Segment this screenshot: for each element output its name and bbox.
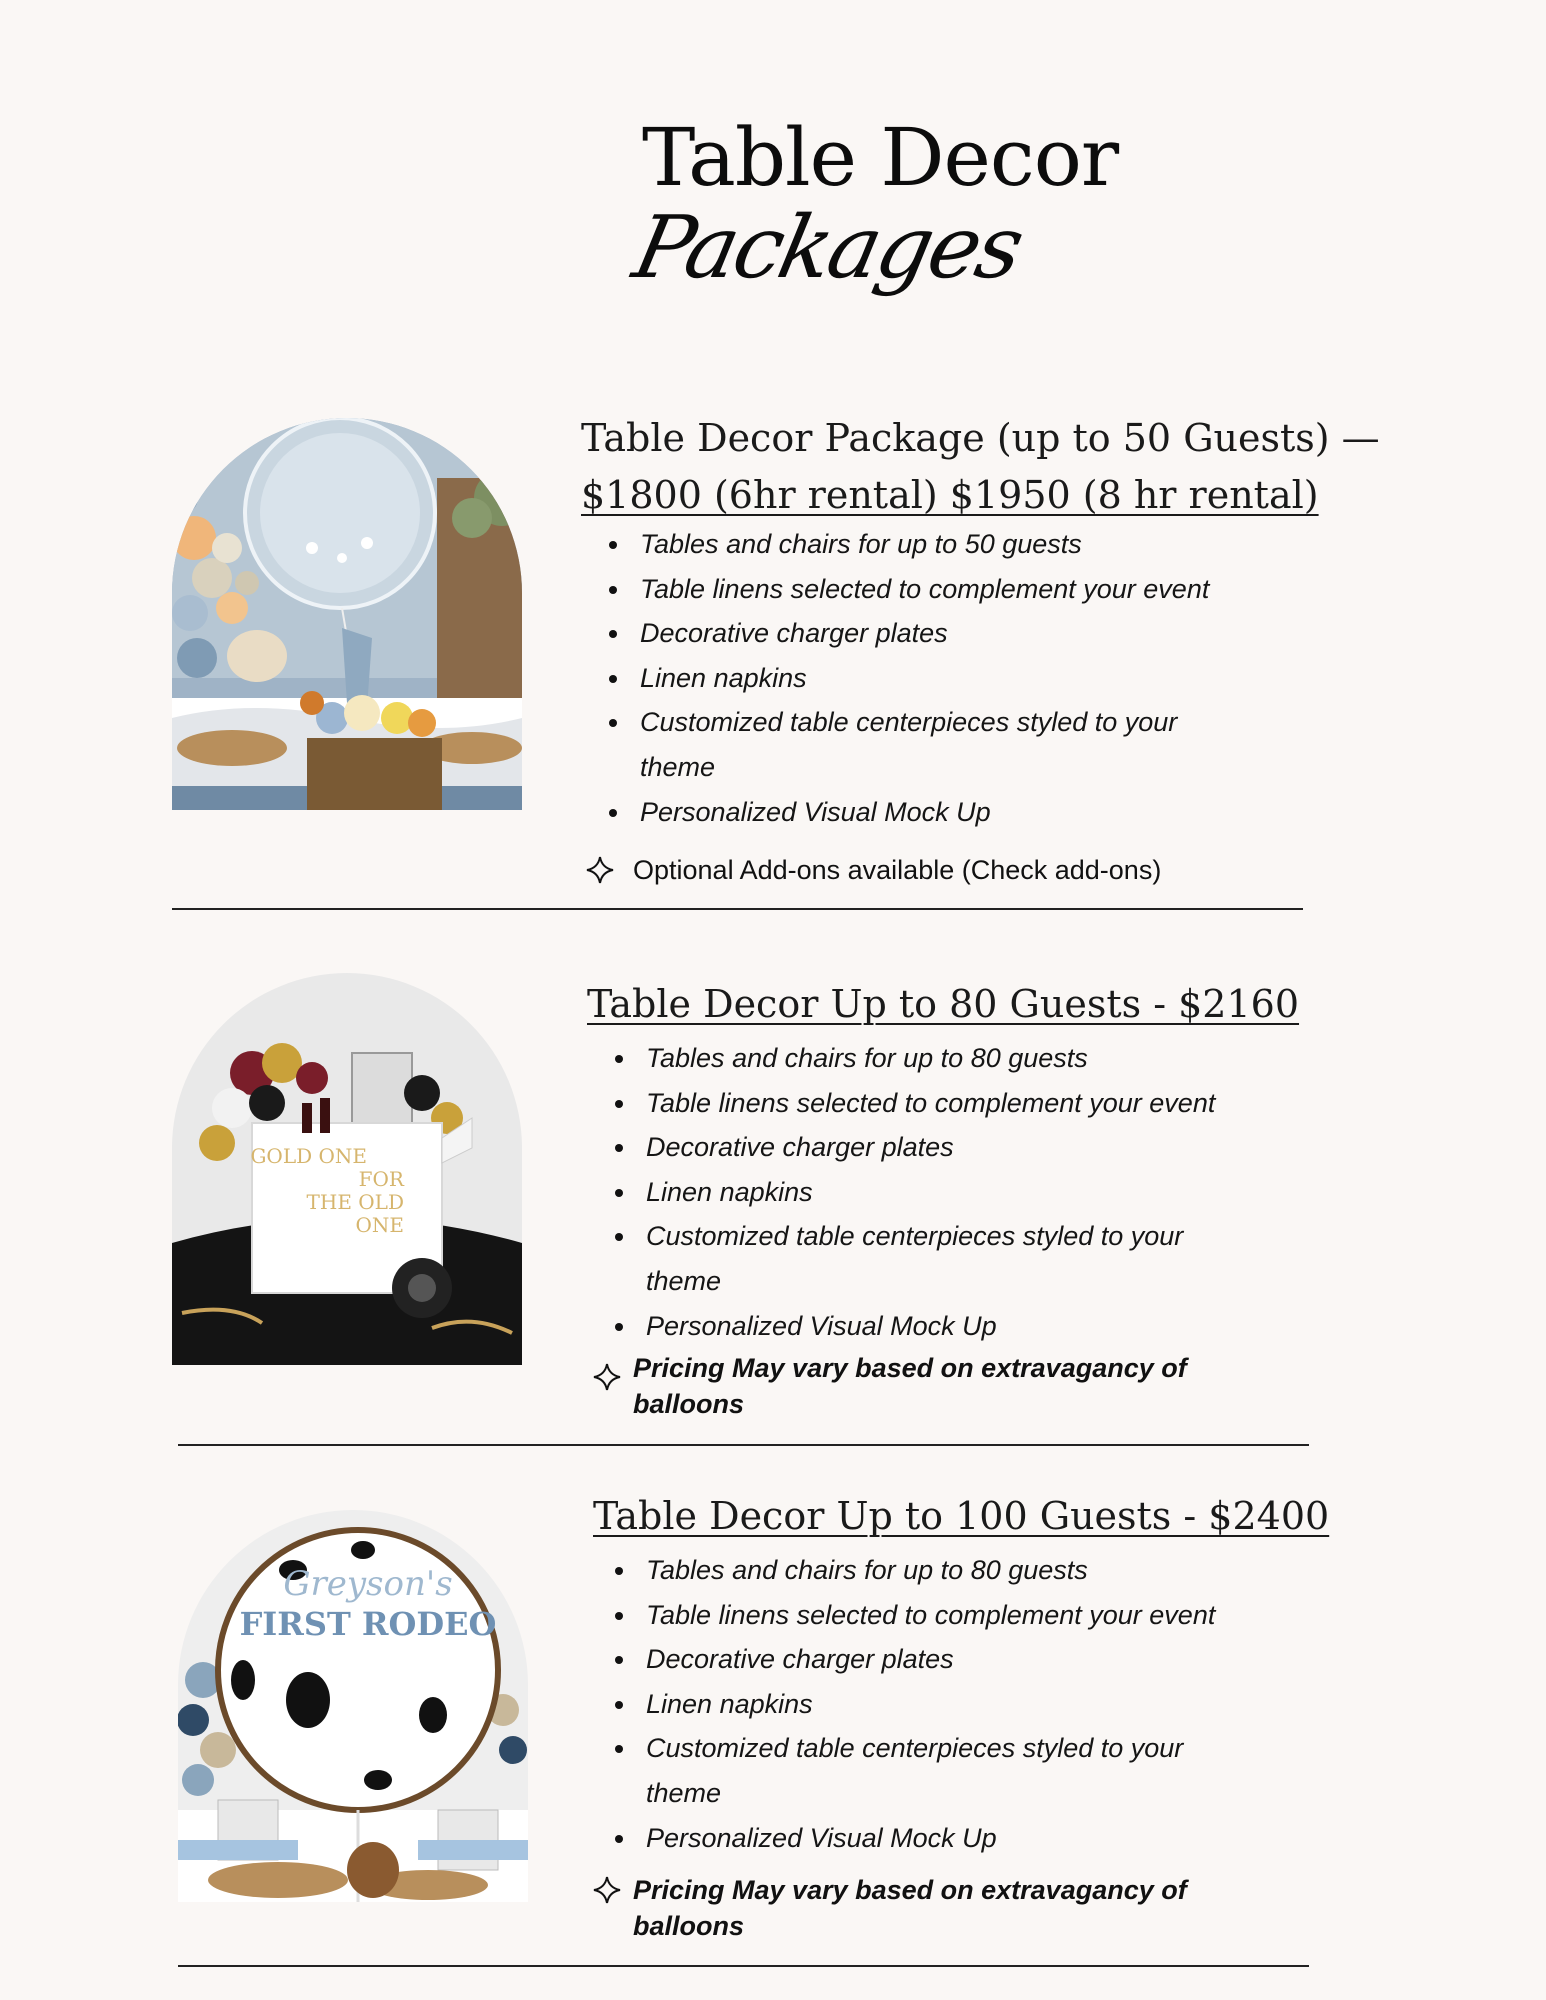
package-3-note: Pricing May vary based on extravagancy of balloons [633, 1875, 1187, 1941]
cart-text-line: GOLD ONE [250, 1144, 367, 1168]
list-item: Personalized Visual Mock Up [610, 1816, 1250, 1861]
cart-centerpiece-photo-icon [172, 973, 522, 1365]
package-2-image [172, 973, 522, 1365]
package-1-title [581, 410, 1380, 524]
cart-text-line: THE OLD [306, 1190, 404, 1214]
list-item: Decorative charger plates [610, 1125, 1250, 1170]
section-divider [178, 1965, 1309, 1967]
list-item: Linen napkins [604, 656, 1244, 701]
package-2-note: Pricing May vary based on extravagancy of balloons [633, 1353, 1187, 1419]
list-item: Customized table centerpieces styled to your theme [610, 1726, 1246, 1815]
list-item: Linen napkins [610, 1682, 1250, 1727]
package-3-title [593, 1488, 1329, 1545]
package-1-title-line2: $1800 (6hr rental) $1950 (8 hr rental) [581, 473, 1319, 517]
list-item: Tables and chairs for up to 80 guests [610, 1036, 1250, 1081]
list-item: Table linens selected to complement your event [604, 567, 1244, 612]
package-3-image [178, 1510, 528, 1902]
balloon-centerpiece-photo-icon [172, 418, 522, 810]
package-2-item-list [610, 1036, 1250, 1348]
package-2-title-text: Table Decor Up to 80 Guests - $2160 [587, 982, 1300, 1026]
package-1-note: Optional Add-ons available (Check add-ons) [633, 855, 1162, 885]
package-3-item-list [610, 1548, 1250, 1860]
package-1-title-line1: Table Decor Package (up to 50 Guests) — [581, 416, 1380, 460]
cart-text-line: ONE [355, 1213, 404, 1237]
package-3-title-text: Table Decor Up to 100 Guests - $2400 [593, 1494, 1330, 1538]
list-item: Personalized Visual Mock Up [604, 790, 1244, 835]
package-1-image [172, 418, 522, 810]
list-item: Tables and chairs for up to 50 guests [604, 522, 1244, 567]
package-2-title [587, 976, 1299, 1033]
sparkle-icon [592, 1875, 622, 1905]
rodeo-balloon-photo-icon [178, 1510, 528, 1902]
cart-text-line: FOR [358, 1167, 404, 1191]
list-item: Linen napkins [610, 1170, 1250, 1215]
section-divider [172, 908, 1303, 910]
list-item: Personalized Visual Mock Up [610, 1304, 1250, 1349]
package-1-item-list [604, 522, 1244, 834]
list-item: Table linens selected to complement your event [610, 1593, 1250, 1638]
list-item: Decorative charger plates [610, 1637, 1250, 1682]
section-divider [178, 1444, 1309, 1446]
balloon-text-script: Greyson's [283, 1564, 453, 1604]
list-item: Tables and chairs for up to 80 guests [610, 1548, 1250, 1593]
list-item: Customized table centerpieces styled to your theme [604, 700, 1240, 789]
list-item: Decorative charger plates [604, 611, 1244, 656]
sparkle-icon [592, 1362, 622, 1392]
page-subtitle: Packages [625, 198, 1030, 298]
list-item: Customized table centerpieces styled to your theme [610, 1214, 1246, 1303]
list-item: Table linens selected to complement your event [610, 1081, 1250, 1126]
balloon-text-main: FIRST RODEO [239, 1605, 497, 1643]
sparkle-icon [585, 855, 615, 885]
page-title: Table Decor [642, 111, 1119, 204]
